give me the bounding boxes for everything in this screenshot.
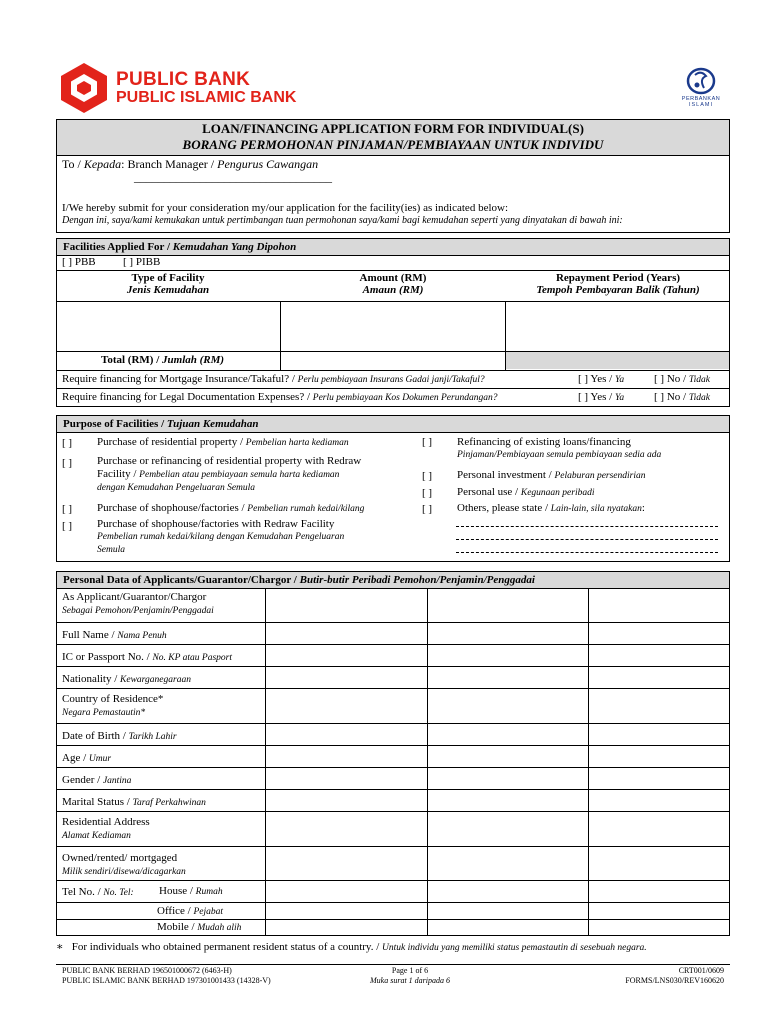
q1-no-checkbox[interactable]	[654, 373, 710, 385]
divider	[56, 789, 730, 790]
row-mobile-label: Mobile /	[157, 921, 195, 933]
islamic-banking-emblem-icon	[686, 66, 716, 96]
footnote-en: For individuals who obtained permanent resident status of a country. /	[71, 941, 380, 953]
row-age-label: Age /	[62, 752, 87, 764]
purpose-r4: Others, please state / Lain-lain, sila nyatakan:	[457, 502, 645, 514]
purpose-r3-label-my: Kegunaan peribadi	[520, 488, 595, 498]
divider	[265, 588, 266, 936]
row-nationality-label-my: Kewarganegaraan	[120, 675, 191, 685]
q2-no-label-my: Tidak	[688, 393, 710, 403]
row-nationality-label: Nationality /	[62, 673, 118, 685]
purpose-heading: Purpose of Facilities /	[63, 418, 165, 430]
purpose-r2-label-my: Pelaburan persendirian	[554, 471, 646, 481]
q2-no-checkbox[interactable]	[654, 391, 710, 403]
purpose-l4-label-my2: Semula	[97, 545, 125, 555]
intro-en: I/We hereby submit for your consideration my/our application for the facility(ies) as indicated below:	[62, 202, 509, 214]
intro-my: Dengan ini, saya/kami kemukakan untuk pertimbangan tuan permohonan saya/kami bagi kemudahan seperti yang dinyatakan di bawah ini:	[62, 215, 623, 226]
others-line-3[interactable]	[456, 552, 718, 553]
q1-text-my: Perlu pembiayaan Insurans Gadai janji/Takaful?	[297, 375, 485, 385]
divider	[56, 688, 730, 689]
row-applicant-type-label: As Applicant/Guarantor/Chargor	[62, 591, 207, 603]
row-date-of-birth-label-my: Tarikh Lahir	[128, 732, 177, 742]
row-house-label-my: Rumah	[195, 887, 223, 897]
personal-heading: Personal Data of Applicants/Guarantor/Chargor /	[63, 574, 297, 586]
divider	[56, 644, 730, 645]
row-residential-address-label: Residential Address	[62, 816, 150, 828]
row-residential-address-label-my: Alamat Kediaman	[62, 831, 131, 841]
purpose-r4-label: Others, please state /	[457, 502, 549, 514]
facilities-heading: Facilities Applied For /	[63, 241, 171, 253]
divider	[56, 270, 730, 271]
divider	[56, 745, 730, 746]
purpose-l2-line1: Purchase or refinancing of residential property with Redraw	[97, 455, 362, 467]
facilities-heading-bar	[56, 238, 730, 256]
footer-left-2: PUBLIC ISLAMIC BANK BERHAD 197301001433 (14328-V)	[62, 976, 271, 985]
divider	[56, 902, 730, 903]
col-amount-label: Amount (RM)	[359, 272, 427, 284]
branch-label-my: Pengurus Cawangan	[217, 157, 319, 171]
personal-heading-my: Butir-butir Peribadi Pemohon/Penjamin/Penggadai	[299, 574, 535, 586]
purpose-heading-my: Tujuan Kemudahan	[166, 418, 259, 430]
others-line-2[interactable]	[456, 539, 718, 540]
page-number-my: Muka surat 1 daripada 6	[370, 976, 450, 985]
row-mobile-label-my: Mudah alih	[197, 923, 242, 933]
row-date-of-birth	[62, 729, 177, 744]
q1-text: Require financing for Mortgage Insurance/Takaful? /	[62, 373, 295, 385]
row-house	[159, 885, 223, 897]
purpose-r2-checkbox[interactable]: [ ]	[422, 470, 433, 482]
row-country-residence-label: Country of Residence*	[62, 693, 164, 705]
q2-text-my: Perlu pembiayaan Kos Dokumen Perundangan?	[312, 393, 498, 403]
islamic-banking-logo	[676, 66, 726, 116]
row-ic-passport-label-my: No. KP atau Pasport	[152, 653, 232, 663]
bank-name-1: PUBLIC BANK	[116, 69, 251, 90]
row-full-name-label-my: Nama Penuh	[117, 631, 167, 641]
row-gender	[62, 773, 131, 788]
row-full-name	[62, 628, 167, 643]
col-period-label-my: Tempoh Pembayaran Balik (Tahun)	[536, 284, 700, 296]
purpose-r2-label: Personal investment /	[457, 469, 552, 481]
divider	[56, 880, 730, 881]
row-date-of-birth-label: Date of Birth /	[62, 730, 126, 742]
others-line-1[interactable]	[456, 526, 718, 527]
purpose-r3	[457, 486, 594, 498]
purpose-l2	[97, 455, 417, 495]
purpose-r1	[457, 436, 661, 462]
col-period-header	[506, 272, 730, 296]
footer-mid	[330, 966, 490, 986]
form-title-en: LOAN/FINANCING APPLICATION FORM FOR INDIVIDUAL(S)	[202, 121, 584, 136]
total-amount-cell[interactable]	[281, 352, 504, 369]
personal-heading-bar	[56, 571, 730, 589]
facility-amount-cell[interactable]	[281, 302, 504, 350]
page-number: Page 1 of 6	[391, 966, 429, 975]
footnote	[56, 940, 647, 953]
purpose-r4-checkbox[interactable]: [ ]	[422, 503, 433, 515]
purpose-l1-label: Purchase of residential property /	[97, 436, 244, 448]
row-ic-passport-label: IC or Passport No. /	[62, 651, 150, 663]
q1-no-label-my: Tidak	[688, 375, 710, 385]
row-applicant-type-label-my: Sebagai Pemohon/Penjamin/Penggadai	[62, 606, 214, 616]
divider	[588, 588, 589, 936]
row-mobile	[157, 921, 241, 933]
footer-right	[560, 966, 724, 986]
q2-yes-checkbox[interactable]	[578, 391, 624, 403]
divider	[56, 723, 730, 724]
purpose-l3	[97, 502, 364, 514]
divider	[427, 588, 428, 936]
row-gender-label-my: Jantina	[102, 776, 132, 786]
col-type-label: Type of Facility	[131, 272, 205, 284]
row-country-residence	[62, 692, 163, 720]
row-office-label-my: Pejabat	[193, 907, 224, 917]
row-office-label: Office /	[157, 905, 191, 917]
q2-text: Require financing for Legal Documentation Expenses? /	[62, 391, 311, 403]
row-gender-label: Gender /	[62, 774, 101, 786]
purpose-l4-checkbox[interactable]: [ ]	[62, 520, 73, 532]
purpose-r4-label-my: Lain-lain, sila nyatakan	[550, 504, 642, 514]
purpose-r1-label: Refinancing of existing loans/financing	[457, 436, 631, 448]
q1-yes-label-my: Ya	[614, 375, 625, 385]
footer-left-1: PUBLIC BANK BERHAD 196501000672 (6463-H)	[62, 966, 232, 975]
divider	[56, 846, 730, 847]
row-tel-label-my: No. Tel:	[103, 888, 134, 898]
branch-name-field[interactable]: _________________________________	[134, 170, 332, 184]
col-type-header	[56, 272, 280, 296]
form-title-my: BORANG PERMOHONAN PINJAMAN/PEMBIAYAAN UNTUK INDIVIDU	[182, 137, 604, 152]
divider	[56, 388, 730, 389]
row-ownership-label-my: Milik sendiri/disewa/dicagarkan	[62, 867, 186, 877]
q1-no-label: [ ] No /	[654, 373, 687, 385]
purpose-l1-checkbox[interactable]: [ ]	[62, 437, 73, 449]
divider	[56, 666, 730, 667]
row-residential-address	[62, 815, 150, 843]
row-applicant-type	[62, 590, 214, 618]
purpose-r3-label: Personal use /	[457, 486, 519, 498]
purpose-l3-checkbox[interactable]: [ ]	[62, 503, 73, 515]
row-office	[157, 905, 223, 917]
pbb-checkbox[interactable]: [ ] PBB	[62, 256, 96, 268]
row-tel-house	[62, 885, 134, 900]
purpose-r2	[457, 469, 646, 481]
row-age-label-my: Umur	[88, 754, 112, 764]
row-house-label: House /	[159, 885, 193, 897]
q-mortgage-insurance	[62, 373, 485, 385]
total-label-my: Jumlah (RM)	[162, 354, 225, 366]
row-marital-status-label: Marital Status /	[62, 796, 130, 808]
purpose-heading-bar	[56, 415, 730, 433]
row-country-residence-label-my: Negara Pemastautin*	[62, 708, 146, 718]
total-label-en: Total (RM) /	[101, 354, 160, 366]
row-ownership	[62, 851, 186, 879]
row-nationality	[62, 672, 191, 687]
divider	[56, 811, 730, 812]
q-legal-expenses	[62, 391, 497, 403]
col-amount-label-my: Amaun (RM)	[362, 284, 424, 296]
row-full-name-label: Full Name /	[62, 629, 115, 641]
q2-no-label: [ ] No /	[654, 391, 687, 403]
total-label	[101, 354, 224, 366]
divider	[56, 622, 730, 623]
public-bank-logo	[56, 60, 318, 118]
col-type-label-my: Jenis Kemudahan	[126, 284, 210, 296]
divider	[56, 919, 730, 920]
col-period-label: Repayment Period (Years)	[555, 272, 681, 284]
footer-left	[62, 966, 271, 986]
facility-type-cell[interactable]	[57, 302, 279, 350]
purpose-l4	[97, 518, 417, 557]
purpose-l2-line3-my: dengan Kemudahan Pengeluaran Semula	[97, 483, 256, 493]
purpose-r1-label-my: Pinjaman/Pembiayaan semula pembiayaan sedia ada	[457, 450, 662, 460]
divider	[56, 370, 730, 371]
purpose-r3-checkbox[interactable]: [ ]	[422, 487, 433, 499]
q1-yes-label: [ ] Yes /	[578, 373, 613, 385]
footer-rule	[56, 964, 730, 965]
row-ownership-label: Owned/rented/ mortgaged	[62, 852, 178, 864]
purpose-l3-label-my: Pembelian rumah kedai/kilang	[247, 504, 365, 514]
bank-name-2: PUBLIC ISLAMIC BANK	[116, 89, 297, 106]
pibb-checkbox[interactable]: [ ] PIBB	[123, 256, 161, 268]
purpose-l1-label-my: Pembelian harta kediaman	[245, 438, 349, 448]
purpose-l3-label: Purchase of shophouse/factories /	[97, 502, 245, 514]
branch-label: : Branch Manager /	[121, 157, 215, 171]
footnote-my: Untuk individu yang memiliki status pemastautin di sesebuah negara.	[382, 943, 647, 953]
row-marital-status-label-my: Taraf Perkahwinan	[132, 798, 206, 808]
islamic-logo-text-2: ISLAMI	[688, 102, 714, 108]
row-age	[62, 751, 111, 766]
purpose-l2-line2: Facility /	[97, 468, 137, 480]
purpose-l4-label: Purchase of shophouse/factories with Redraw Facility	[97, 518, 335, 530]
to-label-my: Kepada	[83, 157, 122, 171]
to-label: To /	[62, 157, 81, 171]
purpose-l2-checkbox[interactable]: [ ]	[62, 457, 73, 469]
form-code: CRT001/0609	[678, 966, 724, 975]
facilities-heading-my: Kemudahan Yang Dipohon	[172, 241, 297, 253]
islamic-logo-text-1: PERBANKAN	[681, 96, 721, 102]
row-ic-passport	[62, 650, 232, 665]
row-marital-status	[62, 795, 206, 810]
form-rev: FORMS/LNS030/REV160620	[625, 976, 724, 985]
purpose-l2-line2-my: Pembelian atau pembiayaan semula harta kediaman	[139, 470, 340, 480]
total-blank-cell	[506, 352, 729, 369]
footnote-star: ∗	[56, 941, 64, 953]
public-bank-emblem-icon	[58, 62, 110, 114]
q2-yes-label: [ ] Yes /	[578, 391, 613, 403]
q1-yes-checkbox[interactable]	[578, 373, 624, 385]
divider	[56, 767, 730, 768]
row-tel-label: Tel No. /	[62, 886, 101, 898]
col-amount-header	[281, 272, 505, 296]
purpose-l1	[97, 436, 349, 448]
purpose-r1-checkbox[interactable]: [ ]	[422, 436, 433, 448]
facility-period-cell[interactable]	[506, 302, 729, 350]
purpose-l4-label-my1: Pembelian rumah kedai/kilang dengan Kemudahan Pengeluaran	[97, 532, 345, 542]
q2-yes-label-my: Ya	[614, 393, 625, 403]
